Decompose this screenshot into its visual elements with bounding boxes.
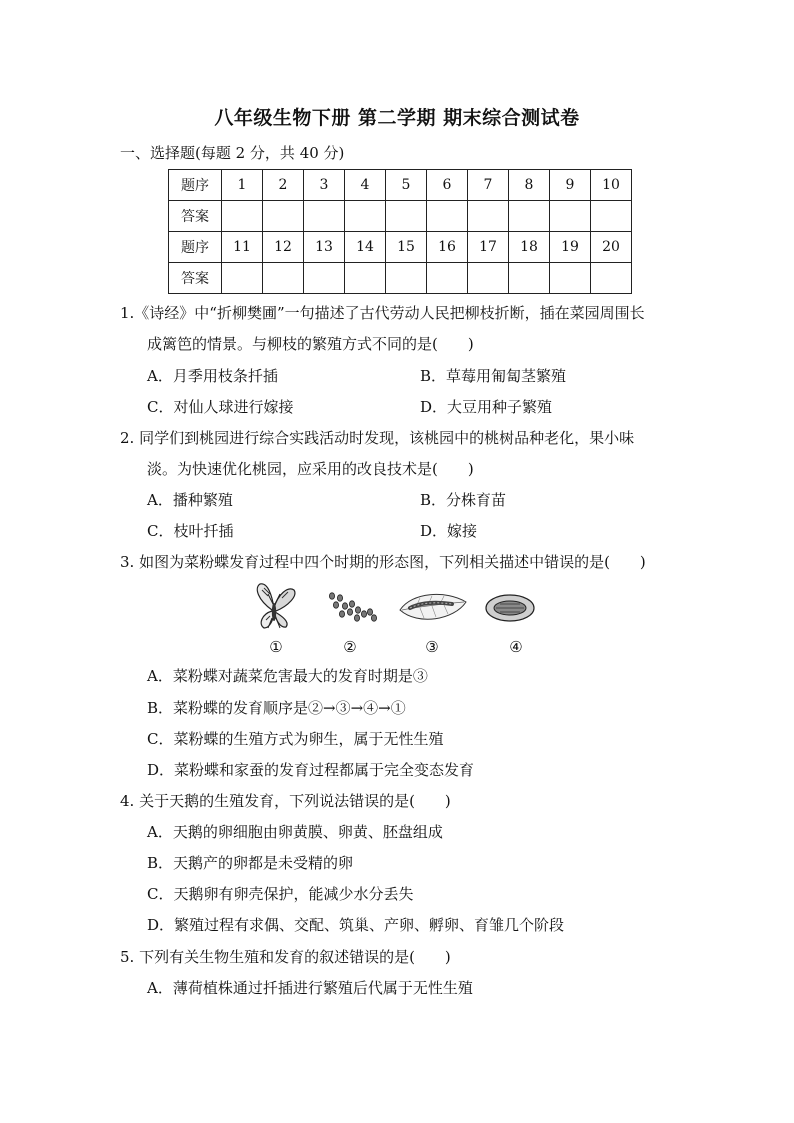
table-header-cell: 答案 [169,263,222,294]
table-cell: 16 [427,232,468,263]
option-a[interactable]: A．菜粉蝶对蔬菜危害最大的发育时期是③ [147,667,428,685]
figure-label-2: ② [343,638,357,656]
option-d[interactable]: D．繁殖过程有求偶、交配、筑巢、产卵、孵卵、育雏几个阶段 [147,916,565,934]
table-cell: 13 [304,232,345,263]
answer-cell[interactable] [263,263,304,294]
answer-cell[interactable] [345,201,386,232]
table-row [169,232,632,263]
table-cell: 2 [263,170,304,201]
answer-cell[interactable] [304,201,345,232]
answer-cell[interactable] [550,263,591,294]
option-d[interactable]: D．嫁接 [420,522,478,540]
option-b[interactable]: B．天鹅产的卵都是未受精的卵 [147,854,354,872]
adult-butterfly-icon [248,580,300,636]
answer-cell[interactable] [509,201,550,232]
option-a[interactable]: A．天鹅的卵细胞由卵黄膜、卵黄、胚盘组成 [147,823,443,841]
figure-label-3: ③ [425,638,439,656]
option-c[interactable]: C．天鹅卵有卵壳保护，能减少水分丢失 [147,885,414,903]
answer-cell[interactable] [591,201,632,232]
table-row [169,170,632,201]
answer-cell[interactable] [386,201,427,232]
pupa-icon [484,590,536,626]
answer-cell[interactable] [427,201,468,232]
page-title: 八年级生物下册 第二学期 期末综合测试卷 [214,107,580,129]
table-cell: 8 [509,170,550,201]
table-row [169,263,632,294]
question-5-stem: 5. 下列有关生物生殖和发育的叙述错误的是( ) [120,948,451,966]
answer-cell[interactable] [304,263,345,294]
table-cell: 15 [386,232,427,263]
question-1-stem: 1.《诗经》中“折柳樊圃”一句描述了古代劳动人民把柳枝折断，插在菜园周围长 [120,304,645,322]
table-header-cell: 题序 [169,170,222,201]
answer-table [168,169,632,294]
butterfly-lifecycle-figure [240,578,540,658]
answer-cell[interactable] [468,201,509,232]
table-cell: 17 [468,232,509,263]
eggs-icon [324,590,382,626]
table-row [169,201,632,232]
option-d[interactable]: D．大豆用种子繁殖 [420,398,553,416]
question-1-stem: 成篱笆的情景。与柳枝的繁殖方式不同的是( ) [147,335,474,353]
table-cell: 20 [591,232,632,263]
table-header-cell: 答案 [169,201,222,232]
option-c[interactable]: C．枝叶扦插 [147,522,234,540]
answer-cell[interactable] [509,263,550,294]
table-cell: 6 [427,170,468,201]
answer-cell[interactable] [550,201,591,232]
figure-label-4: ④ [509,638,523,656]
option-a[interactable]: A．月季用枝条扦插 [147,367,278,385]
table-cell: 11 [222,232,263,263]
table-cell: 10 [591,170,632,201]
table-cell: 4 [345,170,386,201]
answer-cell[interactable] [222,263,263,294]
answer-cell[interactable] [222,201,263,232]
question-3-stem: 3. 如图为菜粉蝶发育过程中四个时期的形态图，下列相关描述中错误的是( ) [120,553,646,571]
answer-cell[interactable] [468,263,509,294]
table-cell: 14 [345,232,386,263]
table-header-cell: 题序 [169,232,222,263]
table-cell: 3 [304,170,345,201]
answer-cell[interactable] [345,263,386,294]
answer-cell[interactable] [386,263,427,294]
option-b[interactable]: B．分株育苗 [420,491,507,509]
table-cell: 12 [263,232,304,263]
option-b[interactable]: B．草莓用匍匐茎繁殖 [420,367,567,385]
answer-cell[interactable] [427,263,468,294]
table-cell: 7 [468,170,509,201]
table-cell: 9 [550,170,591,201]
table-cell: 19 [550,232,591,263]
answer-cell[interactable] [591,263,632,294]
option-a[interactable]: A．播种繁殖 [147,491,233,509]
table-cell: 1 [222,170,263,201]
caterpillar-leaf-icon [398,590,468,626]
table-cell: 5 [386,170,427,201]
answer-cell[interactable] [263,201,304,232]
question-4-stem: 4. 关于天鹅的生殖发育，下列说法错误的是( ) [120,792,451,810]
question-2-stem: 淡。为快速优化桃园，应采用的改良技术是( ) [147,460,474,478]
option-a[interactable]: A．薄荷植株通过扦插进行繁殖后代属于无性生殖 [147,979,473,997]
figure-label-1: ① [269,638,283,656]
option-c[interactable]: C．菜粉蝶的生殖方式为卵生，属于无性生殖 [147,730,444,748]
question-2-stem: 2. 同学们到桃园进行综合实践活动时发现，该桃园中的桃树品种老化，果小味 [120,429,635,447]
option-b[interactable]: B．菜粉蝶的发育顺序是②→③→④→① [147,699,406,717]
option-c[interactable]: C．对仙人球进行嫁接 [147,398,294,416]
section-heading: 一、选择题(每题 2 分，共 40 分) [120,144,345,162]
table-cell: 18 [509,232,550,263]
option-d[interactable]: D．菜粉蝶和家蚕的发育过程都属于完全变态发育 [147,761,475,779]
